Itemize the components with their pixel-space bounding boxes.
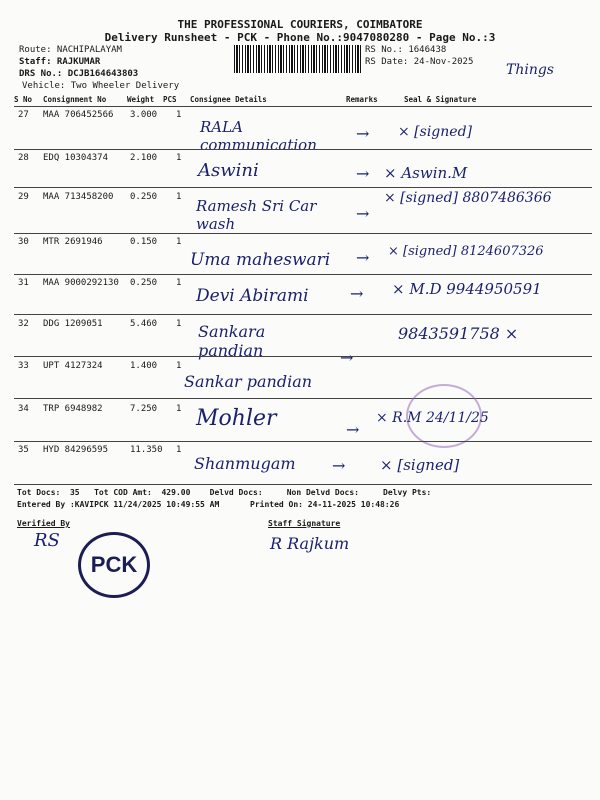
row-weight: 3.000 <box>130 110 158 120</box>
route-label: Route: NACHIPALAYAM <box>19 45 122 55</box>
row-weight: 1.400 <box>130 361 158 371</box>
divider <box>14 441 592 442</box>
barcode <box>234 45 362 73</box>
row-consignment: MAA 9000292130 <box>43 278 119 288</box>
divider <box>14 187 592 188</box>
row-consignment: MAA 706452566 <box>43 110 114 120</box>
rs-no: RS No.: 1646438 <box>365 45 447 55</box>
divider <box>14 398 592 399</box>
row-weight: 0.250 <box>130 278 158 288</box>
row-consignee: Aswini <box>198 160 259 181</box>
row-pcs: 1 <box>176 192 182 202</box>
row-signature: 9843591758 × <box>398 324 519 343</box>
row-consignee: Mohler <box>196 406 277 431</box>
verified-by-label: Verified By <box>17 519 70 528</box>
row-pcs: 1 <box>176 404 182 414</box>
totals-summary: Tot Docs: 35 Tot COD Amt: 429.00 Delvd Docs: Non Delvd Docs: Delvy Pts: <box>17 488 432 497</box>
divider <box>14 484 592 485</box>
row-pcs: 1 <box>176 110 182 120</box>
divider <box>14 356 592 357</box>
row-weight: 7.250 <box>130 404 158 414</box>
row-weight: 2.100 <box>130 153 158 163</box>
row-signature: × [signed] <box>380 456 460 474</box>
row-consignee: Sankar pandian <box>184 372 313 391</box>
row-sno: 32 <box>18 319 29 329</box>
handwritten-note: Things <box>506 62 554 78</box>
row-pcs: 1 <box>176 445 182 455</box>
row-consignment: TRP 6948982 <box>43 404 103 414</box>
row-remarks: → <box>356 204 370 223</box>
row-remarks: → <box>356 164 370 183</box>
row-pcs: 1 <box>176 153 182 163</box>
row-consignee: Devi Abirami <box>196 286 309 306</box>
row-weight: 5.460 <box>130 319 158 329</box>
col-remarks: Remarks <box>346 95 378 104</box>
row-signature: × M.D 9944950591 <box>392 280 542 298</box>
row-consignee: Ramesh Sri Car wash <box>196 197 317 233</box>
pck-stamp <box>78 532 150 598</box>
staff-label: Staff: RAJKUMAR <box>19 57 101 67</box>
row-sno: 30 <box>18 237 29 247</box>
row-consignee: Shanmugam <box>194 454 296 473</box>
row-sno: 33 <box>18 361 29 371</box>
divider <box>14 233 592 234</box>
row-weight: 11.350 <box>130 445 163 455</box>
row-signature: × [signed] 8807486366 <box>384 190 552 206</box>
staff-signature-label: Staff Signature <box>268 519 341 528</box>
entered-by: Entered By :KAVIPCK 11/24/2025 10:49:55 AM <box>17 500 220 509</box>
stamp-text: PCK <box>90 552 138 577</box>
printed-on: Printed On: 24-11-2025 10:48:26 <box>250 500 400 509</box>
row-remarks: → <box>356 248 370 267</box>
runsheet-subtitle: Delivery Runsheet - PCK - Phone No.:9047080280 - Page No.:3 <box>104 31 496 44</box>
row-remarks: → <box>332 456 346 475</box>
row-signature: × [signed] <box>398 124 472 140</box>
verified-signature: RS <box>34 530 60 551</box>
divider <box>14 106 592 107</box>
col-seal-signature: Seal & Signature <box>404 95 477 104</box>
col-sno: S No <box>14 95 33 104</box>
row-sno: 28 <box>18 153 29 163</box>
row-sno: 35 <box>18 445 29 455</box>
row-consignment: MAA 713458200 <box>43 192 114 202</box>
row-sno: 27 <box>18 110 29 120</box>
row-signature: × R.M 24/11/25 <box>376 410 489 426</box>
row-pcs: 1 <box>176 361 182 371</box>
row-signature: × [signed] 8124607326 <box>388 244 544 259</box>
row-consignee: RALA communication <box>200 118 317 154</box>
rs-date: RS Date: 24-Nov-2025 <box>365 57 474 67</box>
col-pcs: PCS <box>163 95 177 104</box>
col-consignee: Consignee Details <box>190 95 267 104</box>
col-weight: Weight <box>127 95 155 104</box>
row-weight: 0.150 <box>130 237 158 247</box>
row-weight: 0.250 <box>130 192 158 202</box>
row-signature: × Aswin.M <box>384 164 468 182</box>
row-sno: 29 <box>18 192 29 202</box>
row-pcs: 1 <box>176 237 182 247</box>
row-pcs: 1 <box>176 319 182 329</box>
row-consignee: Sankara pandian <box>198 322 266 360</box>
row-remarks: → <box>340 348 354 367</box>
row-consignment: HYD 84296595 <box>43 445 109 455</box>
staff-signature: R Rajkum <box>270 534 350 553</box>
vehicle-label: Vehicle: Two Wheeler Delivery <box>22 81 180 91</box>
row-sno: 34 <box>18 404 29 414</box>
row-consignment: EDQ 10304374 <box>43 153 109 163</box>
divider <box>14 314 592 315</box>
row-consignment: UPT 4127324 <box>43 361 103 371</box>
row-consignment: DDG 1209051 <box>43 319 103 329</box>
col-consignment: Consignment No <box>43 95 107 104</box>
row-consignment: MTR 2691946 <box>43 237 103 247</box>
divider <box>14 274 592 275</box>
row-remarks: → <box>350 284 364 303</box>
drs-label: DRS No.: DCJB164643803 <box>19 69 139 79</box>
row-remarks: → <box>356 124 370 143</box>
company-title: THE PROFESSIONAL COURIERS, COIMBATORE <box>177 18 423 31</box>
row-consignee: Uma maheswari <box>190 250 331 270</box>
row-pcs: 1 <box>176 278 182 288</box>
row-remarks: → <box>346 420 360 439</box>
row-sno: 31 <box>18 278 29 288</box>
divider <box>14 149 592 150</box>
